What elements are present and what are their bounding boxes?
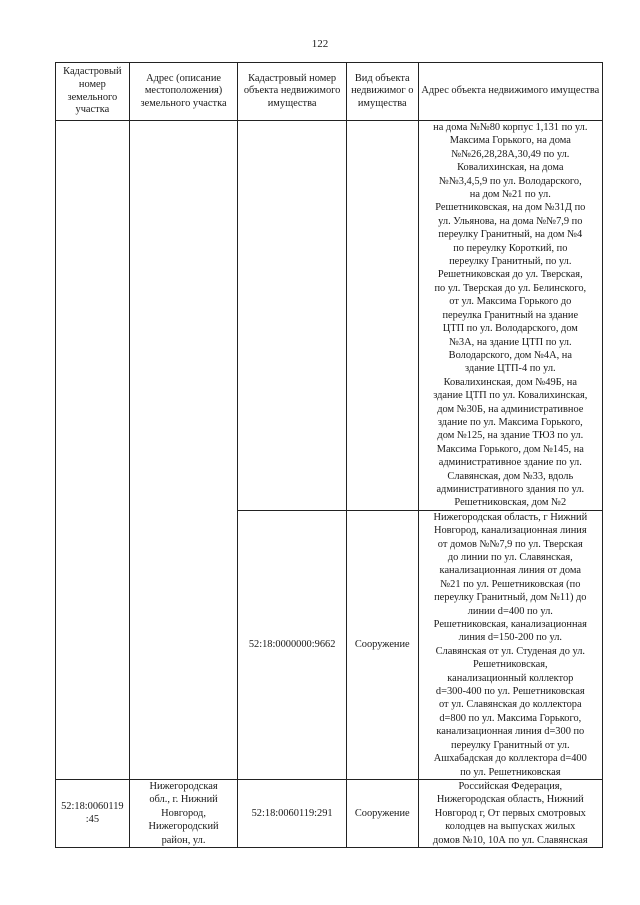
object-cadastral-cell: 52:18:0000000:9662 bbox=[238, 510, 347, 779]
table-row bbox=[56, 121, 603, 511]
table-header-row bbox=[56, 63, 603, 121]
object-cadastral-cell: 52:18:0060119:291 bbox=[238, 779, 347, 847]
land-address-cell: Нижегородская обл., г. Нижний Новгород, Нижегородский район, ул. bbox=[129, 779, 238, 847]
land-address-cell bbox=[129, 121, 238, 780]
header-land-address: Адрес (описание местоположения) земельного участка bbox=[129, 63, 238, 121]
header-land-cadastral: Кадастровый номер земельного участка bbox=[56, 63, 130, 121]
object-address-cell: Российская Федерация, Нижегородская область, Нижний Новгород г, От первых смотровых колодцев на выпусках жилых домов №10, 10А по ул. Славянская bbox=[418, 779, 602, 847]
land-cadastral-cell: 52:18:0060119 :45 bbox=[56, 779, 130, 847]
land-cadastral-cell bbox=[56, 121, 130, 780]
object-type-cell bbox=[346, 121, 418, 511]
property-table bbox=[55, 62, 603, 848]
header-object-address: Адрес объекта недвижимого имущества bbox=[418, 63, 602, 121]
object-type-cell: Сооружение bbox=[346, 510, 418, 779]
object-cadastral-cell bbox=[238, 121, 347, 511]
header-object-type: Вид объекта недвижимог о имущества bbox=[346, 63, 418, 121]
object-address-cell: Нижегородская область, г Нижний Новгород, канализационная линия от домов №№7,9 по ул. Тверская до линии по ул. Славянская, канализационная линия от дома №21 по ул. Решетниковская (по переулку Гранитный, дом №11) до линии d=400 по ул. Решетниковская, канализационная линия d=150-200 по ул. Славянская от ул. Студеная до ул. Решетниковская, канализационный коллектор d=300-400 по ул. Решетниковская от ул. Славянская до коллектора d=800 по ул. Максима Горького, канализационная линия d=300 по переулку Гранитный от ул. Ашхабадская до коллектора d=400 по ул. Решетниковская bbox=[418, 510, 602, 779]
object-type-cell: Сооружение bbox=[346, 779, 418, 847]
table-row bbox=[56, 779, 603, 847]
header-object-cadastral: Кадастровый номер объекта недвижимого имущества bbox=[238, 63, 347, 121]
object-address-cell: на дома №№80 корпус 1,131 по ул. Максима Горького, на дома №№26,28,28А,30,49 по ул. Ковалихинская, на дома №№3,4,5,9 по ул. Володарского, на дом №21 по ул. Решетниковская, на дом №31Д по ул. Ульянова, на дома №№7,9 по переулку Гранитный, на дом №4 по переулку Короткий, по переулку Гранитный, по ул. Решетниковская до ул. Тверская, по ул. Тверская до ул. Белинского, от ул. Максима Горького до переулка Гранитный на здание ЦТП по ул. Володарского, дом №3А, на здание ЦТП по ул. Володарского, дом №4А, на здание ЦТП-4 по ул. Ковалихинская, дом №49Б, на здание ЦТП по ул. Ковалихинская, дом №30Б, на административное здание по ул. Максима Горького, дом №125, на здание ТЮЗ по ул. Максима Горького, дом №145, на административное здание по ул. Славянская, дом №33, вдоль административного здания по ул. Решетниковская, дом №2 bbox=[418, 121, 602, 511]
page-number: 122 bbox=[311, 38, 329, 50]
